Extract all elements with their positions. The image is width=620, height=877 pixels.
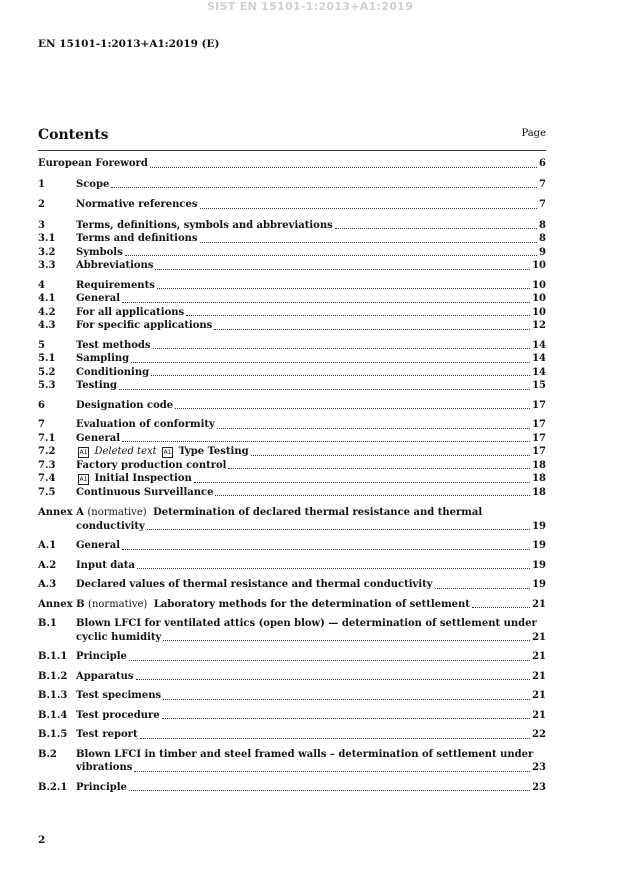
toc-title: Input data [76,559,135,571]
toc-entry-annex-a[interactable] [38,506,546,533]
toc-number: 3.3 [38,260,56,271]
toc-page: 15 [532,380,546,391]
toc-page: 21 [532,631,546,643]
contents-title: Contents [38,127,109,143]
toc-entry-5-1[interactable] [38,352,546,366]
toc-entry-a-3[interactable] [38,578,546,592]
toc-page: 21 [532,598,546,610]
toc-page: 23 [532,762,546,773]
toc-page: 14 [532,353,546,364]
toc-number: A.1 [38,540,57,551]
toc-title: Principle [76,651,127,662]
toc-page: 7 [539,199,546,210]
toc-title: Sampling [76,353,130,364]
toc-title: Laboratory methods for the determination of settlement [153,598,470,610]
toc-page: 18 [532,486,546,498]
toc-page: 6 [539,158,546,169]
toc-entry-b-1[interactable] [38,617,546,644]
toc-entry-7-4[interactable] [38,472,546,486]
toc-title: Principle [76,781,127,793]
toc-entry-2[interactable] [38,198,546,212]
toc-number: A.3 [38,579,57,590]
toc-number: 5.2 [38,366,56,378]
table-of-contents [38,157,546,794]
toc-title: Continuous Surveillance [76,486,214,498]
toc-entry-5-2[interactable] [38,366,546,380]
page-number: 2 [38,834,46,846]
toc-title: Requirements [76,279,155,291]
toc-title: Test specimens [76,690,162,701]
watermark: SIST EN 15101-1:2013+A1:2019 [206,0,414,13]
toc-entry-b-1-5[interactable] [38,728,546,742]
toc-entry-b-2[interactable] [38,748,546,775]
toc-title: Test procedure [76,709,160,721]
toc-title-cont: cyclic humidity [76,631,162,643]
toc-title-cont: conductivity [76,520,145,532]
toc-title: Terms and definitions [76,233,198,244]
annex-label: Annex A [38,507,84,518]
toc-page: 14 [532,366,546,378]
toc-page: 10 [532,293,546,304]
toc-entry-5-3[interactable] [38,379,546,393]
toc-page: 19 [532,540,546,551]
toc-number: B.1.5 [38,729,68,740]
amendment-start-icon: A1 [79,476,88,483]
toc-title: Type Testing [178,446,249,457]
toc-number: 2 [38,199,45,210]
toc-title: For specific applications [76,320,213,331]
toc-title: General [76,540,121,551]
toc-number: B.2.1 [38,781,68,793]
toc-number: 3 [38,219,45,231]
toc-title: Scope [76,178,110,190]
toc-entry-b-1-1[interactable] [38,650,546,664]
toc-title: Blown LFCI in timber and steel framed walls – determination of settlement under [76,748,534,760]
annex-label: Annex B [38,598,85,610]
toc-number: 7.3 [38,459,56,471]
toc-entry-annex-b[interactable] [38,598,546,612]
toc-number: 6 [38,399,45,411]
page-column-label: Page [521,128,546,139]
toc-number: B.1 [38,618,57,629]
toc-title: Declared values of thermal resistance and thermal conductivity [76,579,433,590]
toc-page: 21 [532,651,546,662]
toc-page: 10 [532,260,546,271]
toc-number: 3.1 [38,233,56,244]
toc-entry-a-1[interactable] [38,539,546,553]
toc-entry-4[interactable] [38,279,546,293]
amendment-start-icon: A1 [79,449,88,456]
toc-title: General [76,432,121,444]
toc-entry-3-2[interactable] [38,246,546,260]
toc-entry-b-1-3[interactable] [38,689,546,703]
toc-number: A.2 [38,559,57,571]
toc-number: B.1.2 [38,670,68,682]
toc-page: 23 [532,781,546,793]
toc-number: 4 [38,279,45,291]
toc-entry-b-1-4[interactable] [38,709,546,723]
toc-page: 18 [532,459,546,471]
toc-number: 7.5 [38,486,56,498]
toc-number: 5 [38,339,45,351]
amendment-end-icon: A1 [163,449,172,456]
toc-title: Normative references [76,199,198,210]
contents-header [38,124,546,143]
toc-page: 17 [532,399,546,411]
toc-page: 19 [532,579,546,590]
toc-entry-b-1-2[interactable] [38,670,546,684]
toc-number: 5.3 [38,380,56,391]
toc-number: B.1.3 [38,690,68,701]
toc-page: 9 [539,246,546,258]
toc-entry-7-5[interactable] [38,486,546,500]
toc-title: Initial Inspection [94,473,192,484]
toc-title: Factory production control [76,459,227,471]
toc-entry-7-3[interactable] [38,459,546,473]
toc-page: 17 [532,432,546,444]
toc-page: 21 [532,690,546,701]
toc-rule [38,150,546,151]
toc-page: 17 [532,446,546,457]
toc-entry-a-2[interactable] [38,559,546,573]
toc-title: Terms, definitions, symbols and abbreviations [76,219,333,231]
toc-entry-4-1[interactable] [38,292,546,306]
toc-entry-6[interactable] [38,399,546,413]
toc-page: 18 [532,473,546,484]
toc-page: 10 [532,306,546,318]
toc-title: Symbols [76,246,123,258]
toc-title: Blown LFCI for ventilated attics (open blow) — determination of settlement under [76,618,537,629]
toc-entry-7[interactable] [38,418,546,432]
toc-title: Test report [76,729,138,740]
toc-page: 19 [532,559,546,571]
toc-entry-b-2-1[interactable] [38,781,546,795]
toc-entry-5[interactable] [38,339,546,353]
toc-title: Determination of declared thermal resistance and thermal [153,507,483,518]
toc-title: Apparatus [76,670,134,682]
toc-number: B.2 [38,748,57,760]
toc-page: 7 [539,178,546,190]
toc-page: 22 [532,729,546,740]
toc-page: 14 [532,339,546,351]
toc-title: Conditioning [76,366,150,378]
toc-number: 7 [38,419,45,430]
toc-page: 21 [532,709,546,721]
toc-number: 5.1 [38,353,56,364]
toc-title: General [76,293,121,304]
toc-page: 19 [532,520,546,532]
toc-number: B.1.1 [38,651,68,662]
toc-entry-1[interactable] [38,178,546,192]
toc-number: B.1.4 [38,709,68,721]
toc-page: 10 [532,279,546,291]
toc-number: 7.2 [38,446,56,457]
toc-number: 3.2 [38,246,56,258]
document-id: EN 15101-1:2013+A1:2019 (E) [38,38,220,50]
toc-number: 7.1 [38,432,56,444]
toc-page: 21 [532,670,546,682]
annex-tag: (normative) [87,507,147,518]
toc-title: Designation code [76,399,174,411]
toc-entry-3-1[interactable] [38,232,546,246]
toc-title: Evaluation of conformity [76,419,215,430]
deleted-text-label: Deleted text [94,446,157,457]
toc-entry-3[interactable] [38,219,546,233]
toc-number: 4.3 [38,320,56,331]
toc-entry-7-1[interactable] [38,432,546,446]
toc-page: 12 [532,320,546,331]
toc-title-cont: vibrations [76,762,133,773]
toc-title: Test methods [76,339,151,351]
toc-title: Abbreviations [76,260,154,271]
toc-entry-3-3[interactable] [38,259,546,273]
toc-entry-4-3[interactable] [38,319,546,333]
toc-entry-foreword[interactable] [38,157,546,171]
toc-title: For all applications [76,306,185,318]
toc-page: 8 [539,219,546,231]
toc-number: 4.2 [38,306,56,318]
annex-tag: (normative) [88,598,148,610]
toc-title: European Foreword [38,158,148,169]
toc-number: 7.4 [38,473,56,484]
toc-title: Testing [76,380,117,391]
toc-number: 1 [38,178,45,190]
toc-number: 4.1 [38,293,56,304]
toc-entry-7-2[interactable] [38,445,546,459]
toc-page: 17 [532,419,546,430]
toc-entry-4-2[interactable] [38,306,546,320]
toc-page: 8 [539,233,546,244]
